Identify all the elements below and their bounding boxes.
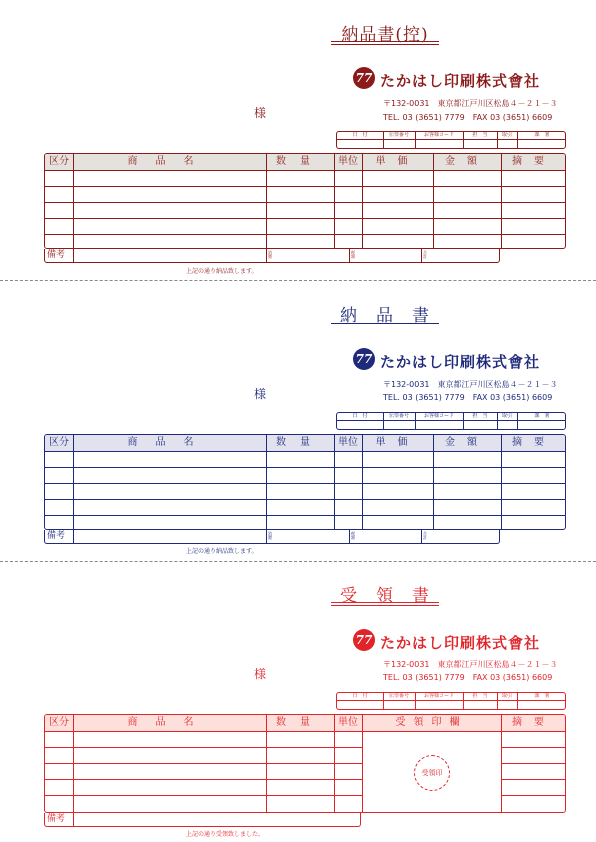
info-label-date: 日 付 bbox=[352, 132, 368, 138]
company-logo bbox=[352, 347, 558, 373]
logo-mark-icon bbox=[352, 347, 376, 371]
col-unit: 単位 bbox=[338, 437, 358, 448]
remarks-label: 備考 bbox=[47, 531, 66, 541]
remarks-label: 備考 bbox=[47, 814, 66, 824]
logo-mark-icon bbox=[352, 628, 376, 652]
col-amount: 金額 bbox=[445, 156, 489, 167]
col-unit-price: 単価 bbox=[375, 156, 420, 167]
recipient-honorific: 様 bbox=[254, 387, 267, 401]
info-label-trade: 取引 bbox=[501, 413, 512, 419]
company-name: たかはし印刷株式會社 bbox=[380, 353, 541, 371]
remarks-row bbox=[44, 813, 361, 827]
logo-mark-icon bbox=[352, 66, 376, 90]
info-label-date: 日 付 bbox=[352, 693, 368, 699]
info-label-trade: 取引 bbox=[501, 693, 512, 699]
col-quantity: 数量 bbox=[276, 156, 324, 167]
info-label-trade: 取引 bbox=[501, 132, 512, 138]
form-title: 受 領 書 bbox=[340, 586, 430, 606]
company-address: 〒132-0031 東京都江戸川区松島４－２１－３ bbox=[383, 99, 558, 108]
remarks-row bbox=[44, 249, 500, 263]
company-name: たかはし印刷株式會社 bbox=[380, 72, 541, 90]
col-item-name: 商品名 bbox=[127, 156, 212, 167]
footer-note: 上記の通り受領致しました。 bbox=[186, 831, 265, 838]
title-underline bbox=[331, 602, 439, 603]
info-box bbox=[336, 131, 566, 149]
tax-label: 消費 bbox=[268, 250, 272, 259]
footer-note: 上記の通り納品致します。 bbox=[186, 548, 258, 555]
form-title: 納品書(控) bbox=[341, 25, 429, 45]
company-address: 〒132-0031 東京都江戸川区松島４－２１－３ bbox=[383, 660, 558, 669]
info-label-slip: 伝票番号 bbox=[388, 693, 409, 699]
section-delivery-copy bbox=[0, 0, 596, 280]
col-unit: 単位 bbox=[338, 156, 358, 167]
info-label-customer: お客様コード bbox=[423, 413, 454, 419]
info-label-slip: 伝票番号 bbox=[388, 132, 409, 138]
remarks-label: 備考 bbox=[47, 250, 66, 260]
company-phone: TEL. 03 (3651) 7779 FAX 03 (3651) 6609 bbox=[383, 393, 553, 402]
info-label-customer: お客様コード bbox=[423, 693, 454, 699]
col-remarks: 摘要 bbox=[512, 437, 556, 448]
info-label-dept: 課 署 bbox=[534, 132, 550, 138]
total-label: 合計 bbox=[423, 250, 427, 259]
col-category: 区分 bbox=[49, 437, 69, 448]
info-label-staff: 担 当 bbox=[472, 413, 488, 419]
title-underline bbox=[331, 323, 439, 324]
title-underline-2 bbox=[331, 605, 439, 606]
section-receipt bbox=[0, 562, 596, 842]
svg-text:77: 77 bbox=[355, 71, 373, 85]
section-delivery bbox=[0, 281, 596, 561]
col-quantity: 数量 bbox=[276, 717, 324, 728]
info-box bbox=[336, 692, 566, 710]
form-title: 納 品 書 bbox=[340, 306, 430, 326]
tax-amount-label: 税額 bbox=[351, 250, 355, 259]
recipient-honorific: 様 bbox=[254, 667, 267, 681]
info-label-date: 日 付 bbox=[352, 413, 368, 419]
company-name: たかはし印刷株式會社 bbox=[380, 634, 541, 652]
col-category: 区分 bbox=[49, 156, 69, 167]
tax-amount-label: 税額 bbox=[351, 531, 355, 540]
items-table bbox=[44, 434, 566, 530]
tax-label: 消費 bbox=[268, 531, 272, 540]
col-amount: 金額 bbox=[445, 437, 489, 448]
col-quantity: 数量 bbox=[276, 437, 324, 448]
remarks-row bbox=[44, 530, 500, 544]
receipt-stamp-circle: 受領印 bbox=[414, 755, 450, 791]
info-label-dept: 課 署 bbox=[534, 413, 550, 419]
info-label-staff: 担 当 bbox=[472, 693, 488, 699]
col-item-name: 商品名 bbox=[127, 717, 212, 728]
company-phone: TEL. 03 (3651) 7779 FAX 03 (3651) 6609 bbox=[383, 673, 553, 682]
col-unit: 単位 bbox=[338, 717, 358, 728]
title-underline bbox=[331, 41, 439, 42]
col-receipt-stamp: 受領印欄 bbox=[395, 717, 468, 728]
company-logo bbox=[352, 628, 558, 654]
col-unit-price: 単価 bbox=[375, 437, 420, 448]
info-label-staff: 担 当 bbox=[472, 132, 488, 138]
info-box bbox=[336, 412, 566, 430]
info-label-customer: お客様コード bbox=[423, 132, 454, 138]
col-remarks: 摘要 bbox=[512, 717, 556, 728]
recipient-honorific: 様 bbox=[254, 106, 267, 120]
col-category: 区分 bbox=[49, 717, 69, 728]
col-item-name: 商品名 bbox=[127, 437, 212, 448]
total-label: 合計 bbox=[423, 531, 427, 540]
svg-text:77: 77 bbox=[355, 633, 373, 647]
col-remarks: 摘要 bbox=[512, 156, 556, 167]
svg-text:77: 77 bbox=[355, 352, 373, 366]
info-label-dept: 課 署 bbox=[534, 693, 550, 699]
title-underline-2 bbox=[331, 44, 439, 45]
footer-note: 上記の通り納品致します。 bbox=[186, 268, 258, 275]
items-table bbox=[44, 714, 566, 813]
company-logo bbox=[352, 66, 558, 92]
company-phone: TEL. 03 (3651) 7779 FAX 03 (3651) 6609 bbox=[383, 113, 553, 122]
company-address: 〒132-0031 東京都江戸川区松島４－２１－３ bbox=[383, 380, 558, 389]
info-label-slip: 伝票番号 bbox=[388, 413, 409, 419]
items-table bbox=[44, 153, 566, 249]
